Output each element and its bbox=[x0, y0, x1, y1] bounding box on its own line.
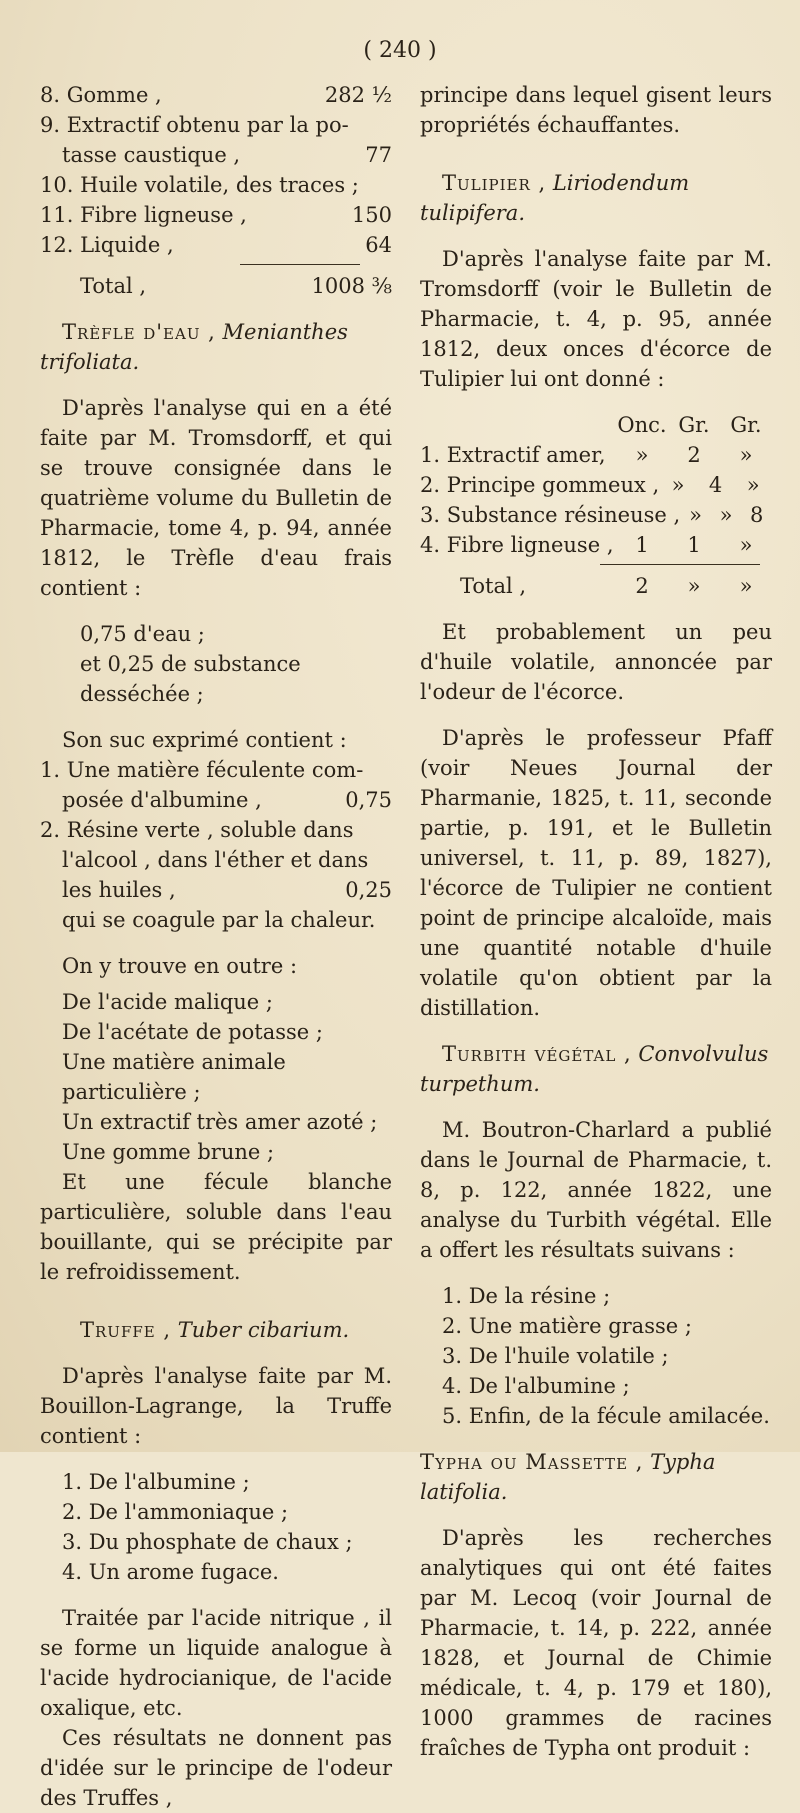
paragraph: D'après les recherches analytiques qui ont été faites par M. Lecoq (voir Journal de Pharmacie, t. 14, p. 222, année 1828, et Journal de Chimie médicale, t. 4, p. 179 et 180), 1000 grammes de racines fraîches de Typha ont produit : bbox=[420, 1526, 772, 1760]
sum-rule bbox=[600, 564, 760, 565]
sum-rule bbox=[240, 264, 360, 265]
total-value: 1008 ⅜ bbox=[311, 274, 392, 298]
section-heading: Typha ou Massette , Typha latifolia. bbox=[420, 1450, 716, 1504]
paragraph: M. Boutron-Charlard a publié dans le Journal de Pharmacie, t. 8, p. 122, année 1822, une analyse du Turbith végétal. Elle a offert les résultats suivans : bbox=[420, 1118, 772, 1262]
composition-row bbox=[40, 110, 392, 140]
composition-row bbox=[40, 140, 392, 170]
paragraph: D'après l'analyse qui en a été faite par M. Tromsdorff, et qui se trouve consignée dans le quatrième volume du Bulletin de Pharmacie, tome 4, p. 94, année 1812, le Trèfle d'eau frais contient : bbox=[40, 396, 392, 600]
item-value: 282 ½ bbox=[324, 83, 392, 107]
item-label: 8. Gomme , bbox=[40, 83, 162, 107]
paragraph: Et probablement un peu d'huile volatile, annoncée par l'odeur de l'écorce. bbox=[420, 620, 772, 704]
page-number: ( 240 ) bbox=[363, 38, 437, 63]
list-row: l'alcool , dans l'éther et dans bbox=[62, 848, 369, 872]
item-label: 10. Huile volatile, des traces ; bbox=[40, 173, 359, 197]
list-item: 1. De l'albumine ; bbox=[62, 1470, 250, 1494]
list-item: 1. De la résine ; bbox=[442, 1284, 611, 1308]
list-item: 3. Du phosphate de chaux ; bbox=[62, 1530, 353, 1554]
item-label: 12. Liquide , bbox=[40, 233, 174, 257]
section-heading: Truffe , Tuber cibarium. bbox=[80, 1318, 350, 1342]
table-row: 4. Fibre ligneuse , 1 1 » bbox=[420, 533, 753, 557]
composition-row bbox=[40, 230, 392, 260]
section-heading: Trèfle d'eau , Menianthes trifoliata. bbox=[40, 320, 348, 374]
list-item: 5. Enfin, de la fécule amilacée. bbox=[442, 1404, 770, 1428]
paragraph: D'après l'analyse faite par M. Bouillon-Lagrange, la Truffe contient : bbox=[40, 1364, 392, 1448]
list-item: 2. De l'ammoniaque ; bbox=[62, 1500, 289, 1524]
paragraph: Son suc exprimé contient : bbox=[62, 728, 347, 752]
composition-row bbox=[40, 170, 392, 200]
table-row: 1. Extractif amer, » 2 » bbox=[420, 443, 753, 467]
paragraph: principe dans lequel gisent leurs propriétés échauffantes. bbox=[420, 83, 772, 137]
list-item: Une matière animale particulière ; bbox=[62, 1050, 286, 1104]
list-row: 1. Une matière féculente com- bbox=[40, 758, 364, 782]
paragraph: Traitée par l'acide nitrique , il se forme un liquide analogue à l'acide hydrocianique, de l'acide oxalique, etc. bbox=[40, 1606, 392, 1720]
section-heading: Turbith végétal , Convolvulus turpethum. bbox=[420, 1042, 769, 1096]
composition-row bbox=[40, 80, 392, 110]
list-row: posée d'albumine , 0,75 bbox=[62, 788, 392, 812]
total-label: Total , bbox=[80, 274, 147, 298]
table-row: 2. Principe gommeux , » 4 » bbox=[420, 473, 760, 497]
list-row: 2. Résine verte , soluble dans bbox=[40, 818, 354, 842]
list-item: Une gomme brune ; bbox=[62, 1140, 275, 1164]
total-row bbox=[40, 271, 392, 301]
right-column bbox=[420, 80, 772, 1763]
list-item: et 0,25 de substance desséchée ; bbox=[80, 652, 301, 706]
section-heading: Tulipier , Liriodendum tulipifera. bbox=[420, 171, 690, 225]
list-item: 0,75 d'eau ; bbox=[80, 622, 205, 646]
item-label: 11. Fibre ligneuse , bbox=[40, 203, 247, 227]
paragraph: D'après le professeur Pfaff (voir Neues Journal der Pharmanie, 1825, t. 11, seconde partie, p. 191, et le Bulletin universel, t. 11, p. 89, 1827), l'écorce de Tulipier ne contient point de principe alcaloïde, mais une quantité notable d'huile volatile qu'on obtient par la distillation. bbox=[420, 726, 772, 1020]
item-value: 77 bbox=[365, 143, 392, 167]
left-column bbox=[40, 80, 392, 1813]
list-item: 3. De l'huile volatile ; bbox=[442, 1344, 669, 1368]
paragraph: On y trouve en outre : bbox=[62, 954, 298, 978]
list-row: qui se coagule par la chaleur. bbox=[62, 908, 376, 932]
table-total-row: Total , 2 » » bbox=[460, 574, 753, 598]
list-item: 4. Un arome fugace. bbox=[62, 1560, 279, 1584]
item-label: tasse caustique , bbox=[62, 143, 241, 167]
list-row: les huiles , 0,25 bbox=[62, 878, 392, 902]
list-item: De l'acétate de potasse ; bbox=[62, 1020, 323, 1044]
paragraph: Et une fécule blanche particulière, soluble dans l'eau bouillante, qui se précipite par le refroidissement. bbox=[40, 1170, 392, 1284]
table-header: Onc. Gr. Gr. bbox=[617, 413, 762, 437]
list-item: Un extractif très amer azoté ; bbox=[62, 1110, 378, 1134]
item-value: 64 bbox=[365, 233, 392, 257]
item-label: 9. Extractif obtenu par la po- bbox=[40, 113, 349, 137]
composition-row bbox=[40, 200, 392, 230]
list-item: 4. De l'albumine ; bbox=[442, 1374, 630, 1398]
list-item: 2. Une matière grasse ; bbox=[442, 1314, 692, 1338]
table-row: 3. Substance résineuse , » » 8 bbox=[420, 503, 764, 527]
item-value: 150 bbox=[351, 203, 392, 227]
list-item: De l'acide malique ; bbox=[62, 990, 273, 1014]
paragraph: Ces résultats ne donnent pas d'idée sur le principe de l'odeur des Truffes , bbox=[40, 1726, 392, 1810]
paragraph: D'après l'analyse faite par M. Tromsdorff (voir le Bulletin de Pharmacie, t. 4, p. 95, année 1812, deux onces d'écorce de Tulipier lui ont donné : bbox=[420, 247, 772, 391]
